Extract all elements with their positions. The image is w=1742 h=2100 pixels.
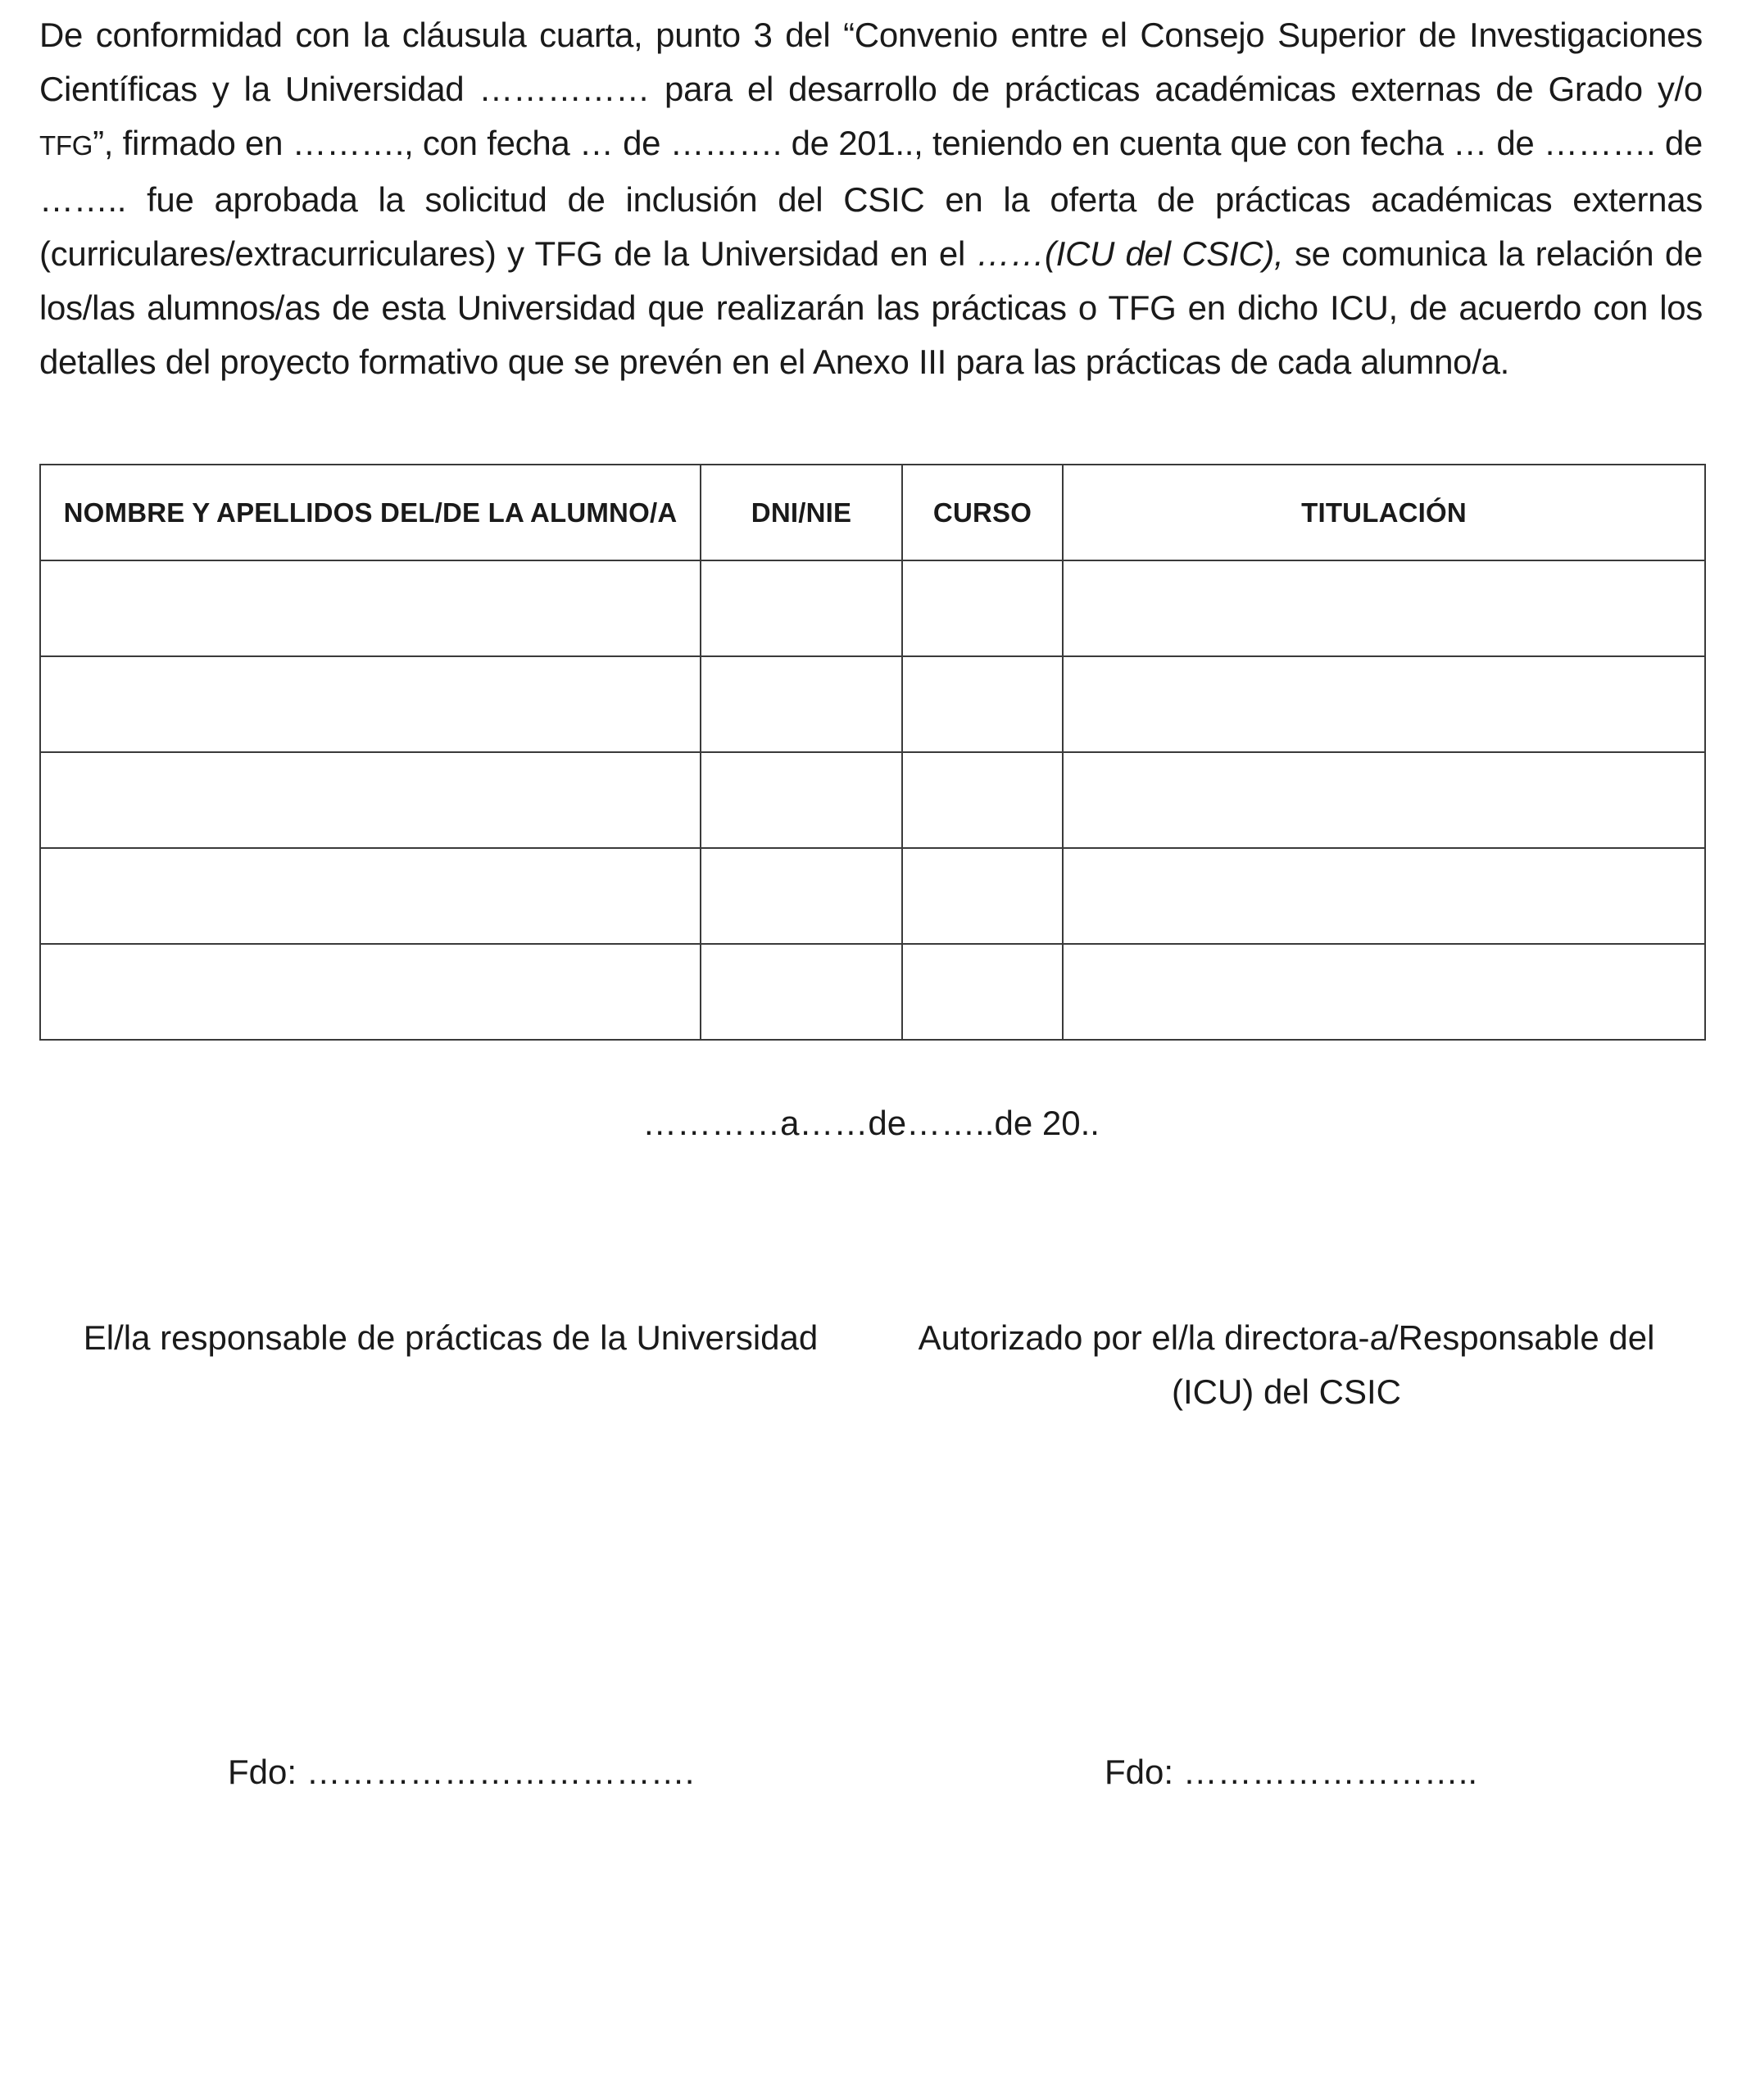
university-signatory-title: El/la responsable de prácticas de la Universidad xyxy=(83,1318,819,1357)
header-degree: TITULACIÓN xyxy=(1063,465,1705,560)
cell-degree[interactable] xyxy=(1063,848,1705,944)
cell-student-name[interactable] xyxy=(40,560,701,656)
cell-degree[interactable] xyxy=(1063,560,1705,656)
header-course: CURSO xyxy=(902,465,1063,560)
cell-dni-nie[interactable] xyxy=(701,656,902,752)
intro-text-part3: se comunica la relación de los/las alumnos/as de esta Universidad que realizarán las prácticas o TFG en dicho ICU, de acuerdo con los detalles del proyecto formativo que se prevén en el Anexo III para las prácticas de cada alumno/a. xyxy=(39,234,1703,381)
cell-course[interactable] xyxy=(902,656,1063,752)
table-row xyxy=(40,560,1705,656)
table-header-row xyxy=(40,465,1705,560)
csic-signatory-title: Autorizado por el/la directora-a/Responsable del (ICU) del CSIC xyxy=(918,1318,1655,1411)
table-row xyxy=(40,752,1705,848)
intro-text-part2: ”, firmado en ………., con fecha … de ………. de 201.., teniendo en cuenta que con fecha … de ………. de …….. fue aprobada la solicitud de inclusión del CSIC en la oferta de prácticas académicas externas (curriculares/extracurriculares) y TFG de la Universidad en el xyxy=(39,124,1703,273)
cell-dni-nie[interactable] xyxy=(701,944,902,1040)
date-place-line: …………a……de……..de 20.. xyxy=(642,1104,1100,1142)
intro-paragraph xyxy=(39,8,1703,389)
cell-student-name[interactable] xyxy=(40,944,701,1040)
header-student-name: NOMBRE Y APELLIDOS DEL/DE LA ALUMNO/A xyxy=(40,465,701,560)
csic-signature-line xyxy=(1105,1745,1477,1799)
university-signature-line xyxy=(228,1745,694,1799)
cell-student-name[interactable] xyxy=(40,848,701,944)
cell-course[interactable] xyxy=(902,752,1063,848)
university-fdo-label: Fdo: ……………………………. xyxy=(228,1753,695,1791)
cell-degree[interactable] xyxy=(1063,656,1705,752)
intro-text-part1: De conformidad con la cláusula cuarta, punto 3 del “Convenio entre el Consejo Superior de Investigaciones Científicas y la Universidad …………… para el desarrollo de prácticas académicas externas de Grado y/o xyxy=(39,16,1703,108)
header-dni-nie: DNI/NIE xyxy=(701,465,902,560)
cell-course[interactable] xyxy=(902,944,1063,1040)
intro-icu-placeholder: ……(ICU del CSIC), xyxy=(976,234,1284,273)
cell-degree[interactable] xyxy=(1063,944,1705,1040)
table-row xyxy=(40,944,1705,1040)
cell-student-name[interactable] xyxy=(40,656,701,752)
cell-dni-nie[interactable] xyxy=(701,560,902,656)
cell-student-name[interactable] xyxy=(40,752,701,848)
students-table xyxy=(39,464,1706,1041)
cell-dni-nie[interactable] xyxy=(701,752,902,848)
cell-degree[interactable] xyxy=(1063,752,1705,848)
intro-tfg-abbrev: TFG xyxy=(39,130,93,161)
csic-fdo-label: Fdo: …………………….. xyxy=(1105,1753,1478,1791)
cell-course[interactable] xyxy=(902,848,1063,944)
cell-dni-nie[interactable] xyxy=(701,848,902,944)
table-row xyxy=(40,848,1705,944)
cell-course[interactable] xyxy=(902,560,1063,656)
table-row xyxy=(40,656,1705,752)
